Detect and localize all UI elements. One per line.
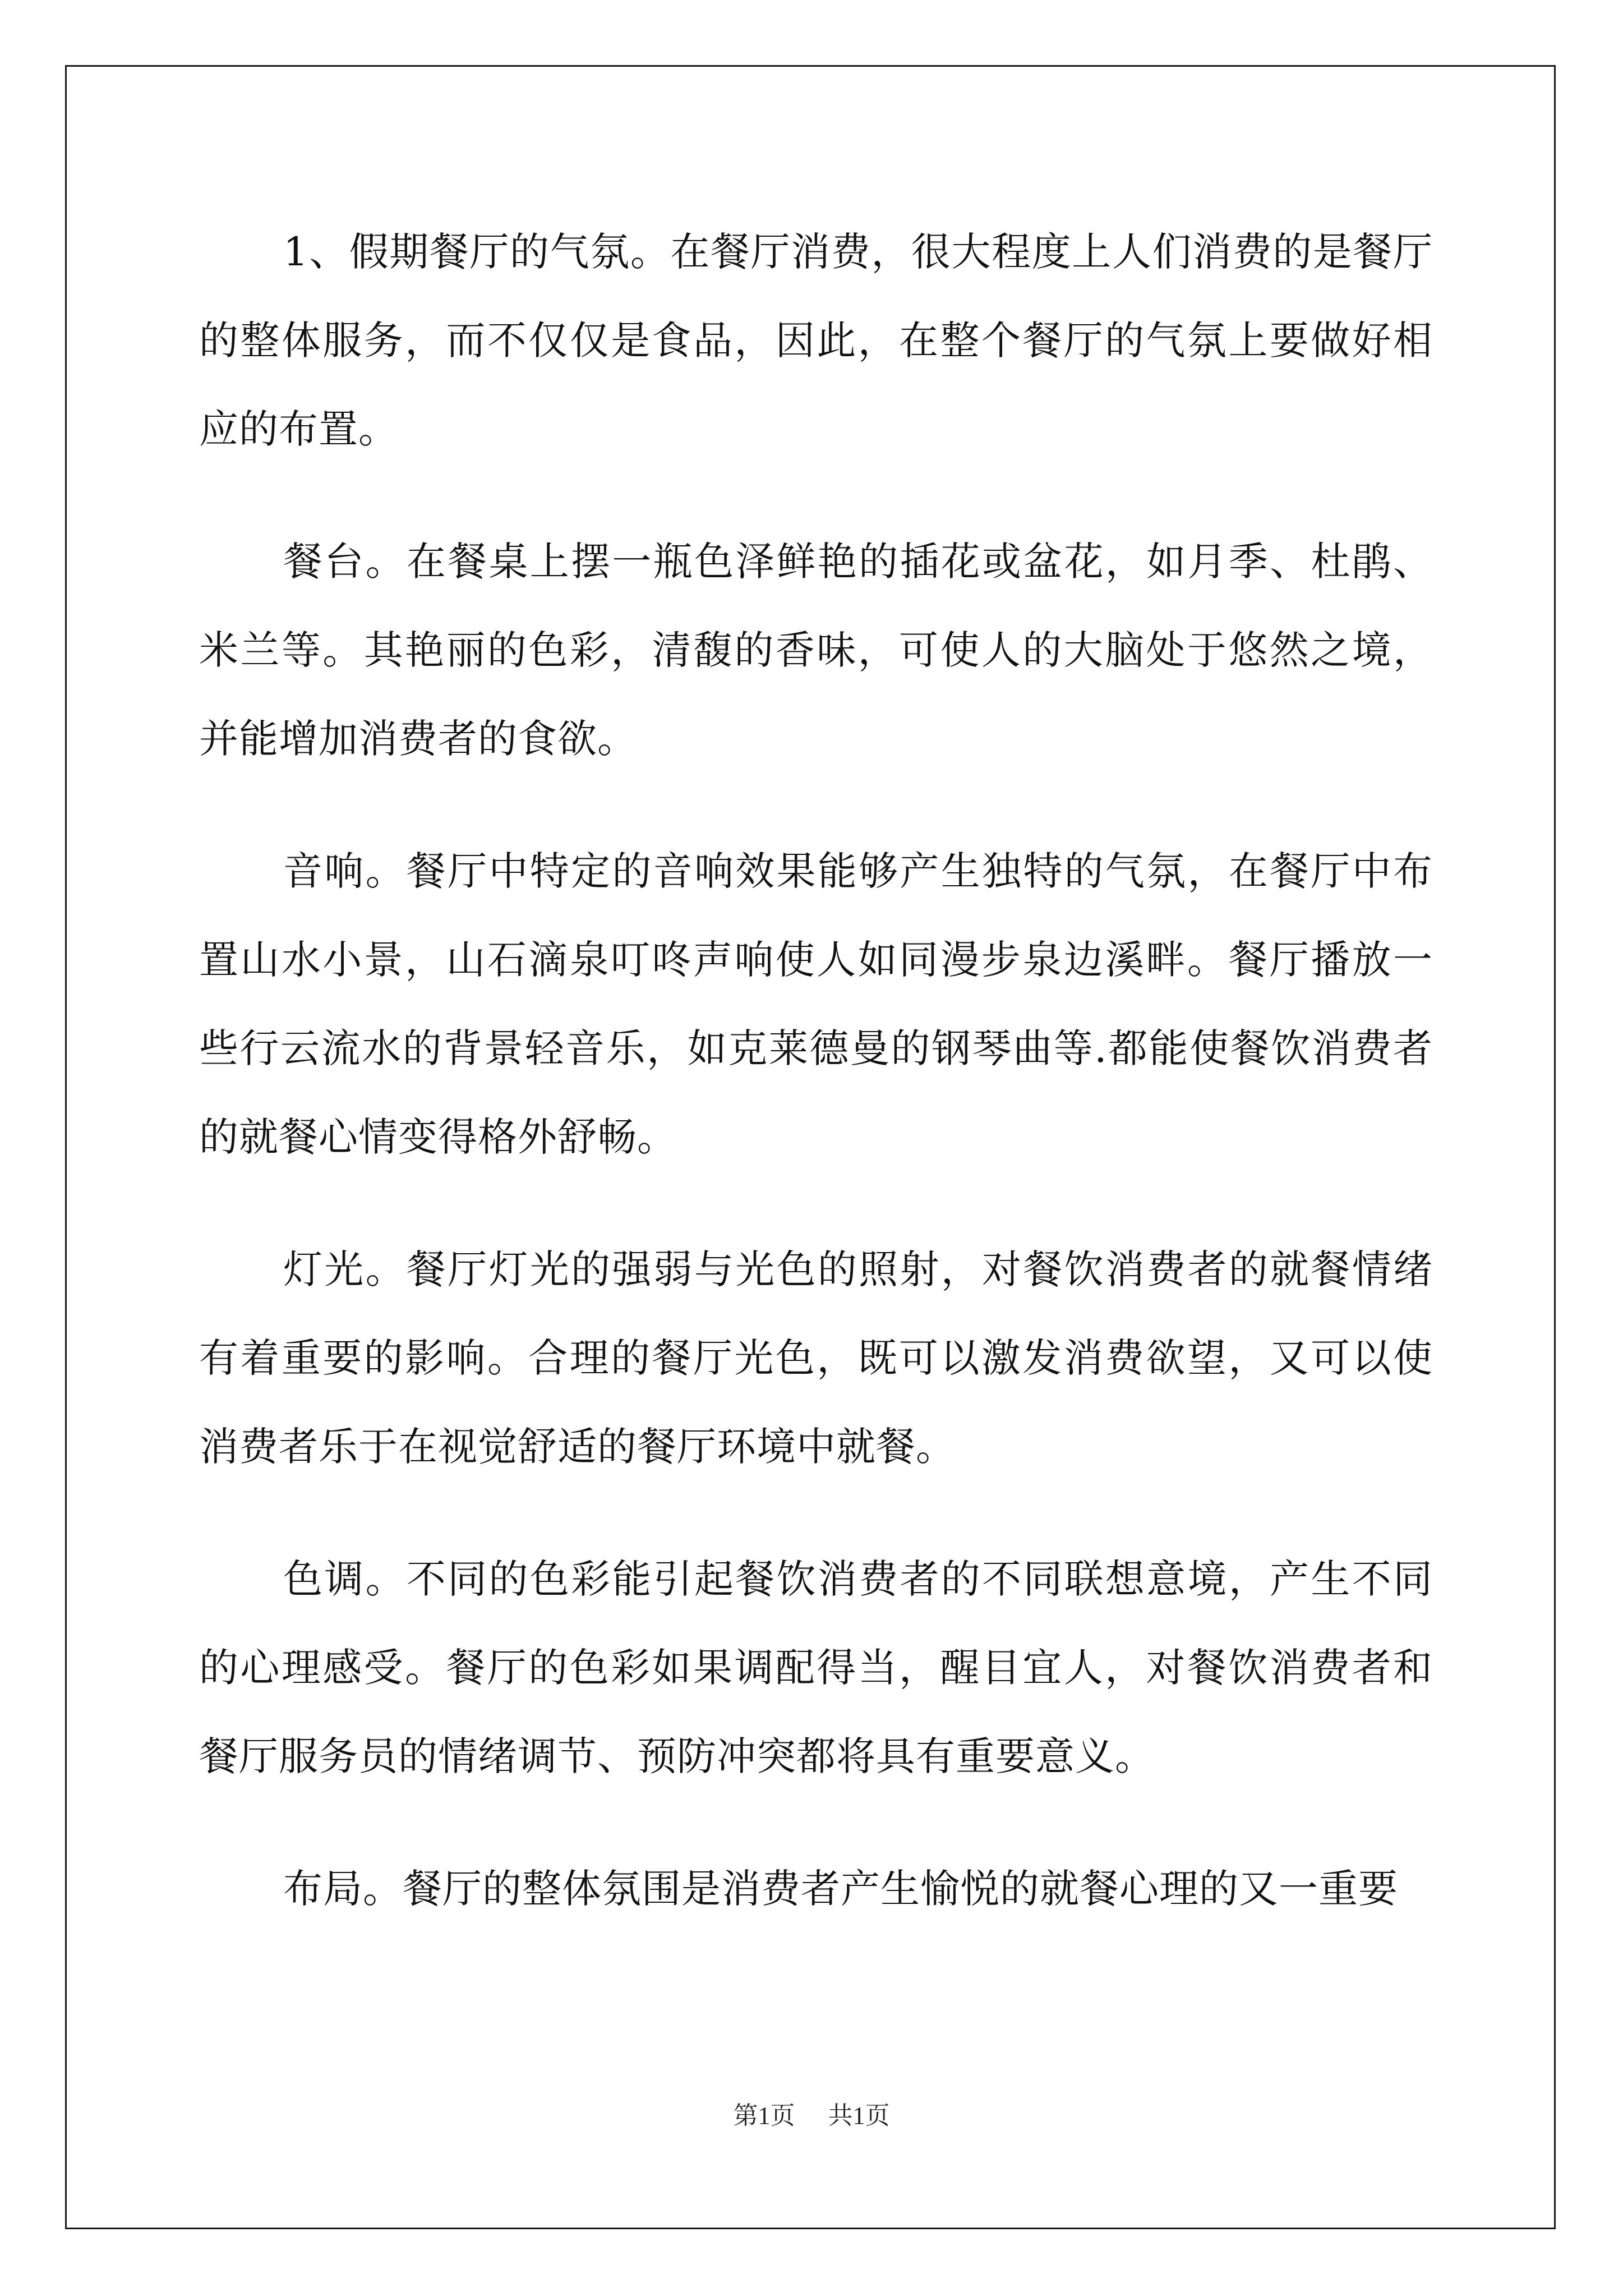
paragraph: 餐台。在餐桌上摆一瓶色泽鲜艳的插花或盆花，如月季、杜鹃、米兰等。其艳丽的色彩，清馥的香味，可使人的大脑处于悠然之境，并能增加消费者的食欲。 [199, 539, 1433, 762]
document-body [199, 208, 1433, 1977]
page-total: 共1页 [828, 2102, 890, 2129]
page-footer [0, 2095, 1623, 2131]
paragraph: 1、假期餐厅的气氛。在餐厅消费，很大程度上人们消费的是餐厅的整体服务，而不仅仅是食品，因此，在整个餐厅的气氛上要做好相应的布置。 [199, 229, 1433, 452]
paragraph: 布局。餐厅的整体氛围是消费者产生愉悦的就餐心理的又一重要 [283, 1866, 1398, 1912]
page-number: 第1页 [733, 2102, 795, 2129]
paragraph: 灯光。餐厅灯光的强弱与光色的照射，对餐饮消费者的就餐情绪有着重要的影响。合理的餐厅光色，既可以激发消费欲望，又可以使消费者乐于在视觉舒适的餐厅环境中就餐。 [199, 1246, 1433, 1470]
paragraph: 色调。不同的色彩能引起餐饮消费者的不同联想意境，产生不同的心理感受。餐厅的色彩如果调配得当，醒目宜人，对餐饮消费者和餐厅服务员的情绪调节、预防冲突都将具有重要意义。 [199, 1556, 1433, 1779]
paragraph: 音响。餐厅中特定的音响效果能够产生独特的气氛，在餐厅中布置山水小景，山石滴泉叮咚声响使人如同漫步泉边溪畔。餐厅播放一些行云流水的背景轻音乐，如克莱德曼的钢琴曲等.都能使餐饮消费者的就餐心情变得格外舒畅。 [199, 848, 1433, 1160]
